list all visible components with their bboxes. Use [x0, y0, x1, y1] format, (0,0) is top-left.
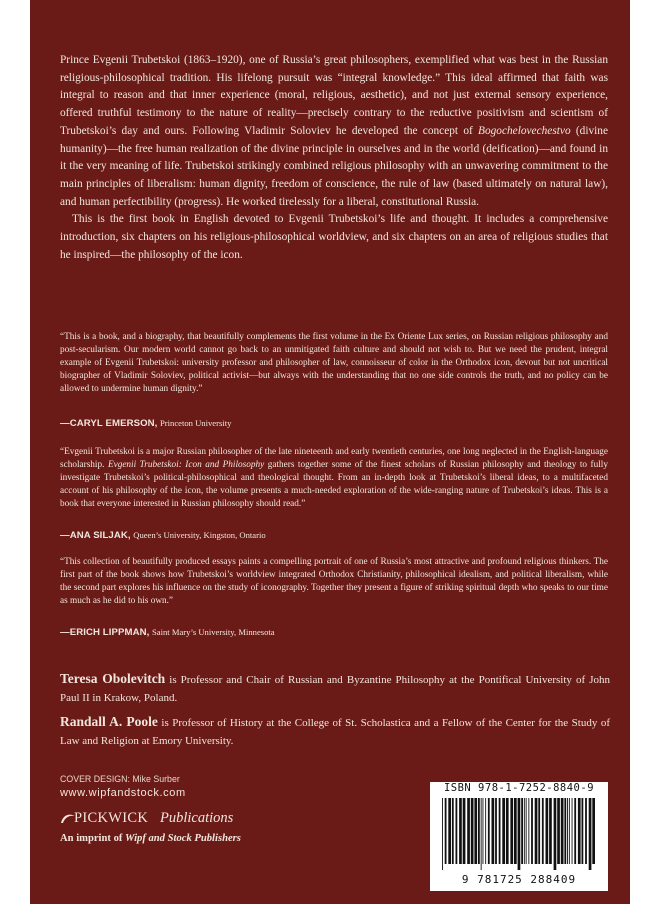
barcode-bar [554, 798, 557, 870]
barcode-bar [467, 798, 470, 864]
barcode-bar [526, 798, 527, 864]
barcode-bar [557, 798, 560, 864]
barcode-bar [481, 798, 482, 870]
barcode-bar [521, 798, 523, 864]
editor-2-bio: Randall A. Poole is Professor of History at the College of St. Scholastica and a Fellow of the Center for the Study of Law and Religion at Emory University. [60, 714, 611, 747]
barcode-bar [592, 798, 595, 864]
barcode-bar [582, 798, 584, 864]
barcode-bar [535, 798, 538, 864]
barcode-bar [524, 798, 525, 864]
isbn-number: ISBN 978-1-7252-8840-9 [443, 782, 595, 794]
barcode-bar [456, 798, 458, 864]
imprint-line: An imprint of Wipf and Stock Publishers [60, 833, 241, 844]
barcode-bar [471, 798, 474, 864]
barcode-bar [499, 798, 501, 864]
barcode-bar [572, 798, 573, 864]
barcode-bar [567, 798, 568, 864]
editor-1-bio: Teresa Obolevitch is Professor and Chair of Russian and Byzantine Philosophy at the Pontifical University of John Paul II in Krakow, Poland. [60, 671, 610, 704]
barcode-bar [442, 798, 443, 870]
publisher-name-italic: Publications [160, 810, 234, 826]
endorsement-3-text: “This collection of beautifully produced essays paints a compelling portrait of one of Russia’s most attractive and profound religious thinkers. The first part of the book shows how Trubetskoi’s worldview integrated Orthodox Christianity, philosophical idealism, and political liberalism, while the second part explores his influence on the study of iconography. Together they present a figure of striking spiritual depth who speaks to our time as much as he did to his own.” [60, 557, 608, 607]
barcode-bar [589, 798, 592, 870]
barcode-bar [448, 798, 451, 864]
barcode-bar [542, 798, 544, 864]
endorsement-1-text: “This is a book, and a biography, that beautifully complements the first volume in the Ex Oriente Lux series, on Russian religious philosophy and post-secularism. Our modern world cannot go back to an unmitigated faith culture and should not wish to. But we need the prudent, integral example of Evgenii Trubetskoi: university professor and philosopher of law, connoisseur of color in the Orthodox icon, devout but not uncritical biographer of Vladimir Soloviev, political activist—but always with the understanding that no one side controls the truth, and no policy can be allowed to undermine human dignity.” [60, 332, 608, 395]
barcode-bar [538, 798, 540, 864]
barcode-bar [452, 798, 454, 864]
barcode-bar [518, 798, 521, 870]
barcode-bar [531, 798, 533, 864]
description [60, 52, 608, 264]
barcode-digits: 9 781725 288409 [461, 873, 577, 886]
barcode-bar [488, 798, 490, 864]
barcode-bar [463, 798, 466, 864]
cover-design-credit: COVER DESIGN: Mike Surber [60, 774, 180, 784]
publisher-website: www.wipfandstock.com [60, 787, 186, 799]
barcode-bar [514, 798, 517, 864]
barcode-bar [492, 798, 495, 864]
barcode-bar [528, 798, 529, 864]
barcode-bar [506, 798, 509, 864]
barcode-bar [585, 798, 587, 864]
publisher-name: PICKWICK [74, 810, 149, 826]
barcode-bar [445, 798, 447, 864]
editor-1-name: Teresa Obolevitch [60, 671, 166, 686]
barcode-bar [502, 798, 505, 864]
barcode-bar [478, 798, 480, 864]
barcode-bar [495, 798, 497, 864]
isbn-barcode [430, 782, 608, 891]
endorsement-2-attribution: —ANA SILJAK, Queen’s University, Kingston, Ontario [60, 530, 266, 541]
endorsement-3-attribution: —ERICH LIPPMAN, Saint Mary’s University, Minnesota [60, 627, 275, 638]
barcode-bar [549, 798, 552, 864]
barcode-bars [440, 798, 598, 870]
barcode-bar [578, 798, 581, 864]
description-paragraph-2: This is the first book in English devoted to Evgenii Trubetskoi’s life and thought. It includes a comprehensive introduction, six chapters on his religious-philosophical worldview, and six chapters on an area of religious studies that he inspired—the philosophy of the icon. [60, 213, 608, 261]
barcode-bar [561, 798, 564, 864]
barcode-bar [474, 798, 477, 864]
barcode-bar [569, 798, 570, 864]
description-paragraph-1: Prince Evgenii Trubetskoi (1863–1920), one of Russia’s great philosophers, exemplified what was best in the Russian religious-philosophical tradition. His lifelong pursuit was “integral knowledge.” This ideal affirmed that faith was integral to reason and that inner experience (moral, religious, aesthetic), and not just external sensory experience, offered truthful testimony to the nature of reality—precisely contrary to the reductive positivism and scientism of Trubetskoi’s day and ours. Following Vladimir Soloviev he developed the concept of Bogochelovechestvo (divine humanity)—the free human realization of the divine principle in ourselves and in the world (deification)—and found in it the very meaning of life. Trubetskoi strikingly combined religious philosophy with an unwavering commitment to the main principles of liberalism: human dignity, freedom of conscience, the rule of law (based ultimately on natural law), and human perfectibility (progress). He worked tirelessly for a liberal, constitutional Russia. [60, 54, 609, 208]
barcode-bar [574, 798, 576, 864]
barcode-bar [483, 798, 484, 864]
barcode-bar [459, 798, 462, 864]
barcode-bar [510, 798, 513, 864]
endorsement-1-attribution: —CARYL EMERSON, Princeton University [60, 418, 232, 429]
barcode-bar [485, 798, 486, 864]
barcode-bar [546, 798, 549, 864]
barcode-bar [564, 798, 566, 864]
endorsement-2-text: “Evgenii Trubetskoi is a major Russian philosopher of the late nineteenth and early twentieth centuries, one long neglected in the English-language scholarship. Evgenii Trubetskoi: Icon and Philosophy gathers together some of the finest scholars of Russian philosophy and theology to fully investigate Trubetskoi’s political-philosophical and theological thought. From an in-depth look at Trubetskoi’s liberal ideas, to a multifaceted account of his philosophy of the icon, the volume presents a much-needed exploration of the wide-ranging nature of Trubetskoi’s ideas. This is a book that everyone interested in Russian philosophy should read.” [60, 447, 608, 510]
editor-2-name: Randall A. Poole [60, 714, 158, 729]
